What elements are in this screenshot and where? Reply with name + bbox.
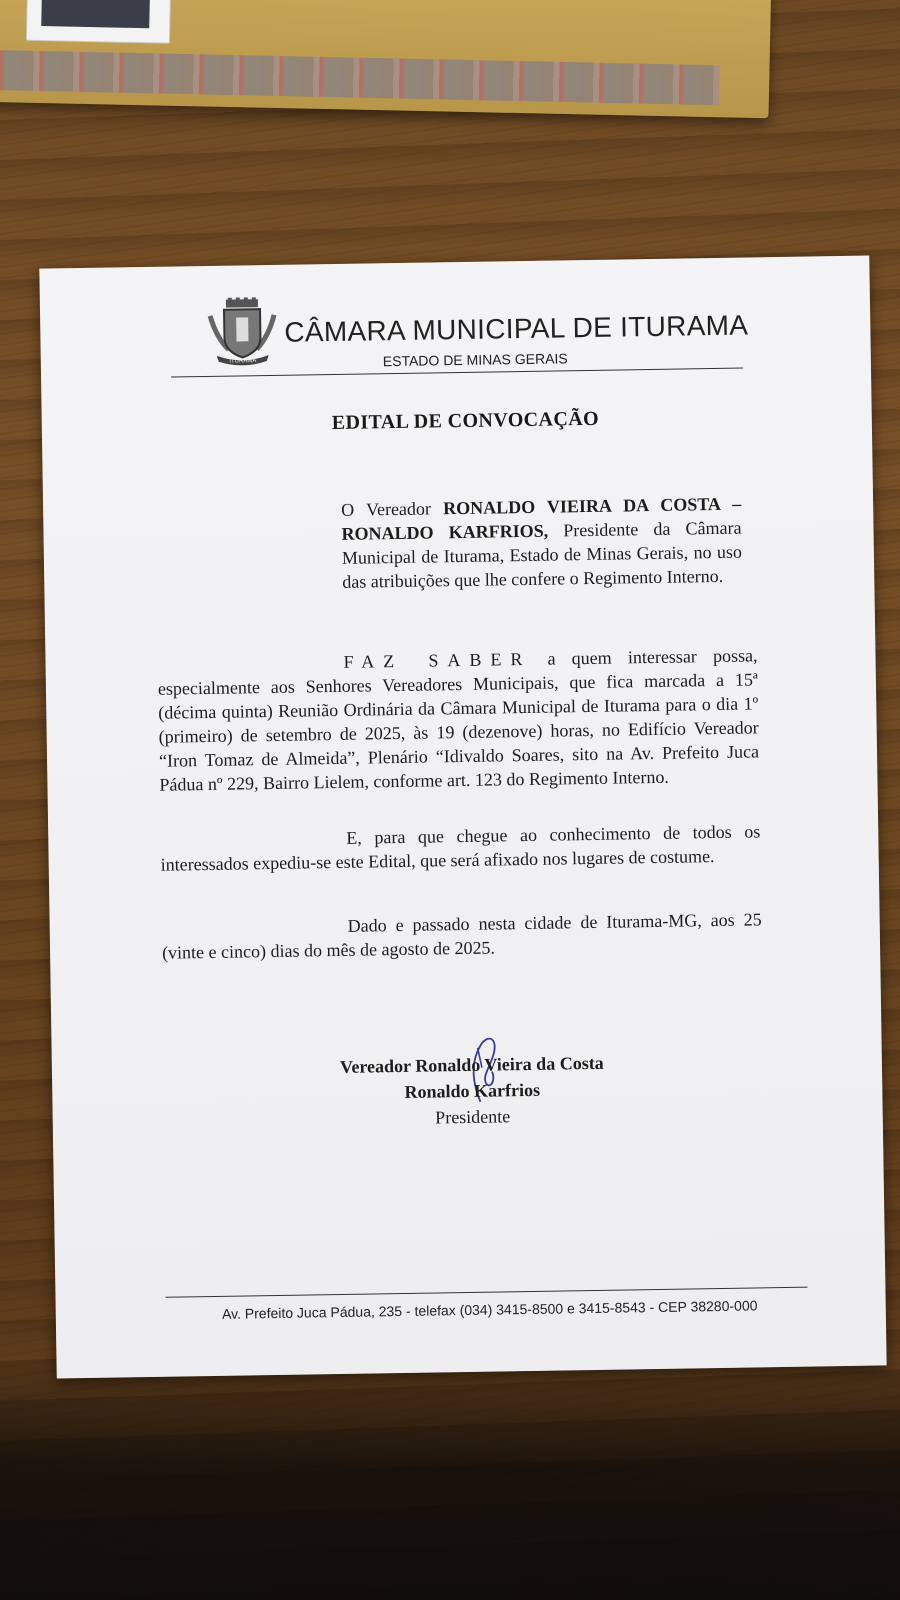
paragraph-publication bbox=[160, 819, 761, 876]
faz-saber-label: FAZ SABER bbox=[343, 648, 532, 672]
footer-address: Av. Prefeito Juca Pádua, 235 - telefax (034) 3415-8500 e 3415-8543 - CEP 38280-000 bbox=[221, 1297, 758, 1322]
signer-role: Presidente bbox=[435, 1106, 511, 1128]
header-divider bbox=[171, 368, 743, 378]
intro-lead: O Vereador bbox=[341, 498, 444, 520]
municipal-crest-icon bbox=[206, 297, 279, 366]
document-title: EDITAL DE CONVOCAÇÃO bbox=[331, 407, 600, 435]
faz-saber-text: a quem interessar possa, especialmente aos Senhores Vereadores Municipais, que fica marcada a 15ª (décima quinta) Reunião Ordinária da Câmara Municipal de Iturama para o dia 1º (primeiro) de setembro de 2025, às 19 (dezenove) horas, no Edifício Vereador “Iron Tomaz de Almeida”, Plenário “Idivaldo Soares, sito na Av. Prefeito Juca Pádua nº 229, Bairro Lielem, conforme art. 123 do Regimento Interno. bbox=[157, 645, 760, 795]
intro-name: RONALDO VIEIRA DA COSTA – RONALDO KARFRIOS, bbox=[341, 493, 742, 544]
paragraph-intro bbox=[341, 492, 742, 594]
document-page bbox=[39, 256, 886, 1379]
signature-block bbox=[252, 1048, 693, 1133]
signer-alias: Ronaldo Karfrios bbox=[404, 1079, 541, 1102]
chamber-state: ESTADO DE MINAS GERAIS bbox=[382, 350, 568, 370]
crest-banner-text: ITURAMA bbox=[229, 358, 257, 365]
intro-rest: Presidente da Câmara Municipal de Iturama, Estado de Minas Gerais, no uso das atribuições que lhe confere o Regimento Interno. bbox=[341, 517, 743, 592]
folder-background bbox=[0, 0, 771, 118]
publication-text: E, para que chegue ao conhecimento de todos os interessados expediu-se este Edital, que será afixado nos lugares de costume. bbox=[160, 821, 761, 875]
letterhead bbox=[170, 285, 751, 384]
folder-label-tag bbox=[26, 0, 171, 44]
date-text: Dado e passado nesta cidade de Iturama-MG, aos 25 (vinte e cinco) dias do mês de agosto de 2025. bbox=[161, 909, 762, 963]
paragraph-date bbox=[162, 907, 763, 964]
signer-name: Vereador Ronaldo Vieira da Costa bbox=[339, 1052, 604, 1077]
footer-divider bbox=[165, 1287, 807, 1298]
bottom-shadow bbox=[0, 1360, 900, 1600]
chamber-name: CÂMARA MUNICIPAL DE ITURAMA bbox=[284, 309, 749, 348]
paragraph-faz-saber bbox=[157, 643, 759, 796]
folder-pages-edge bbox=[0, 50, 720, 105]
